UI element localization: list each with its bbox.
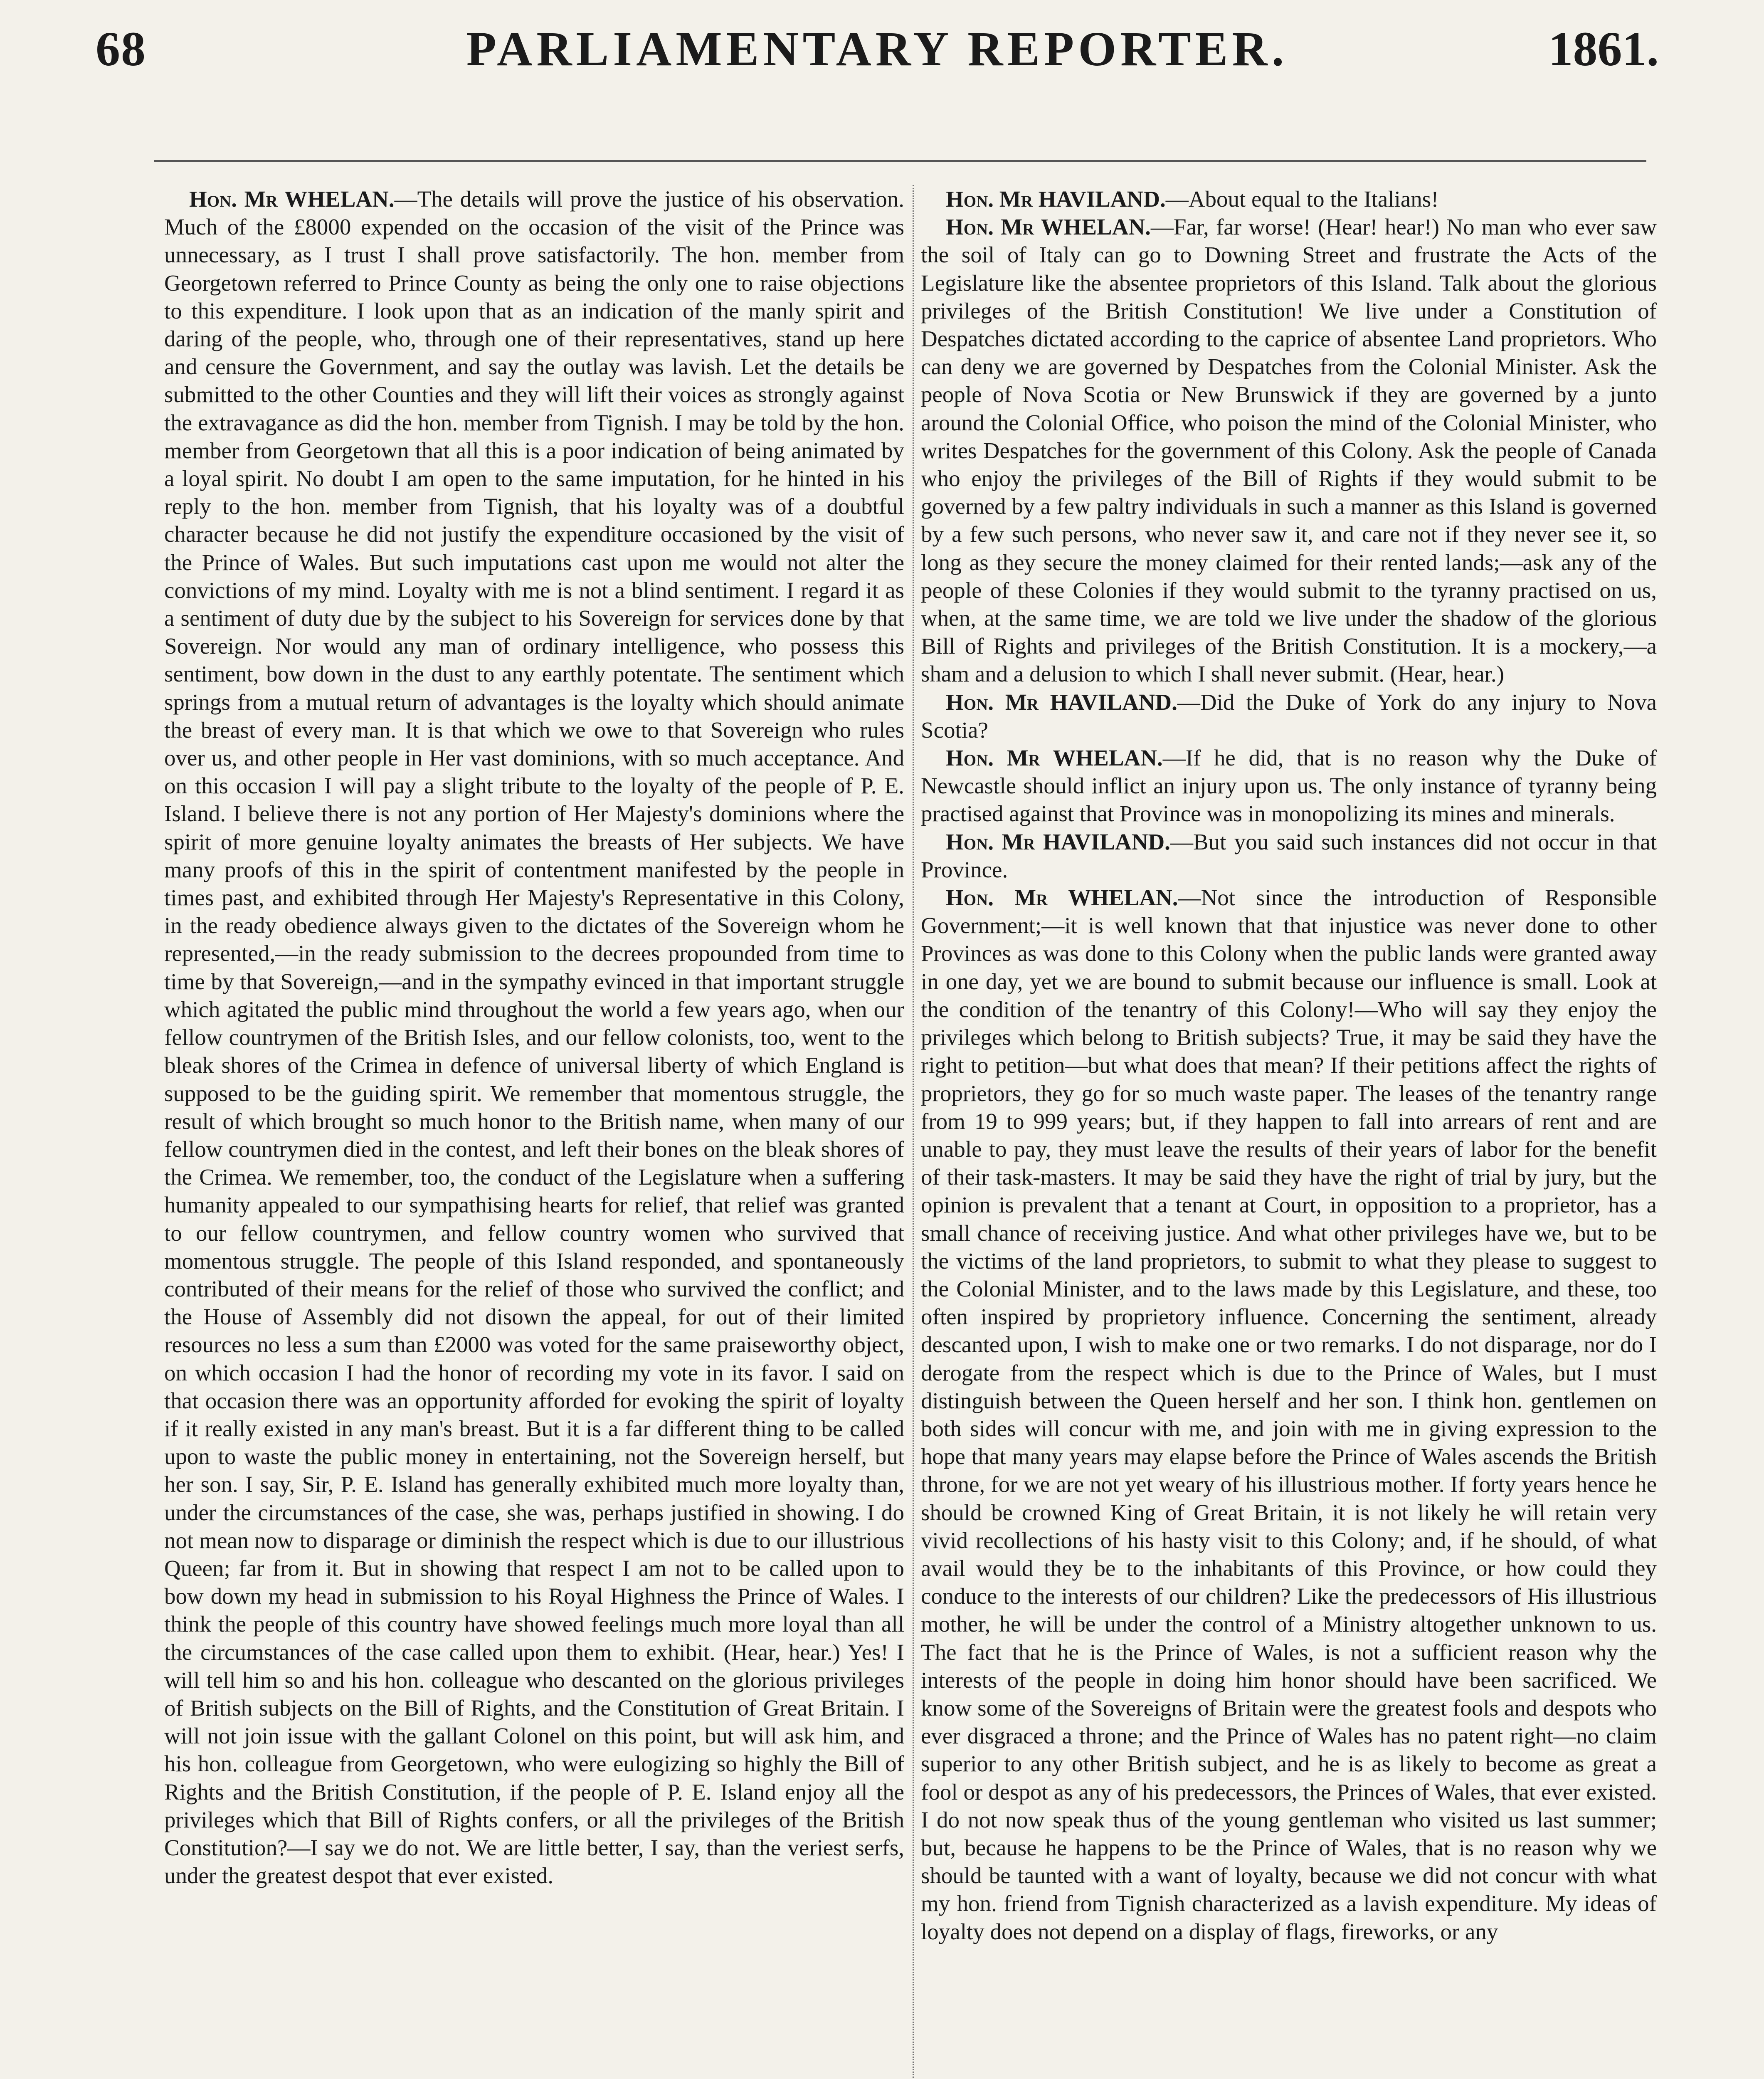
page-header <box>96 17 1659 112</box>
speech-text: —But you said such instances did not occur in that Province. <box>921 829 1657 882</box>
speech-paragraph <box>164 185 904 1889</box>
speech-text: —The details will prove the justice of his observation. Much of the £8000 expended on the occasion of the visit of the Prince was unnecessary, as I trust I shall prove satisfactorily. The hon. member from Georgetown referred to Prince County as being the only one to raise objections to this expenditure. I look upon that as an indication of the manly spirit and daring of the people, who, through one of their representatives, stand up here and censure the Government, and say the outlay was lavish. Let the details be submitted to the other Counties and they will lift their voices as strongly against the extravagance as did the hon. member from Tignish. I may be told by the hon. member from Georgetown that all this is a poor indication of being animated by a loyal spirit. No doubt I am open to the same imputation, for he hinted in his reply to the hon. member from Tignish, that his loyalty was of a doubtful character because he did not justify the expenditure occasioned by the visit of the Prince of Wales. But such imputations cast upon me would not alter the convictions of my mind. Loyalty with me is not a blind sentiment. I regard it as a sentiment of duty due by the subject to his Sovereign for services done by that Sovereign. Nor would any man of ordinary intelligence, who possess this sentiment, bow down in the dust to any earthly potentate. The sentiment which springs from a mutual return of advantages is the loyalty which should animate the breast of every man. It is that which we owe to that Sovereign who rules over us, and other people in Her vast dominions, with so much acceptance. And on this occasion I will pay a slight tribute to the loyalty of the people of P. E. Island. I believe there is not any portion of Her Majesty's dominions where the spirit of more genuine loyalty animates the breasts of Her subjects. We have many proofs of this in the spirit of contentment manifested by the people in times past, and exhibited through Her Majesty's Representative in this Colony, in the ready obedience always given to the dictates of the Sovereign whom he represented,—in the ready submission to the decrees propounded from time to time by that Sovereign,—and in the sympathy evinced in that important struggle which agitated the public mind throughout the world a few years ago, when our fellow countrymen of the British Isles, and our fellow colonists, too, went to the bleak shores of the Crimea in defence of universal liberty of which England is supposed to be the guiding spirit. We remember that momentous struggle, the result of which brought so much honor to the British name, when many of our fellow countrymen died in the contest, and left their bones on the bleak shores of the Crimea. We remember, too, the conduct of the Legislature when a suffering humanity appealed to our sympathising hearts for relief, that relief was granted to our fellow countrymen, and fellow country women who survived that momentous struggle. The people of this Island responded, and spontaneously contributed of their means for the relief of those who survived the conflict; and the House of Assembly did not disown the appeal, for out of their limited resources no less a sum than £2000 was voted for the same praiseworthy object, on which occasion I had the honor of recording my vote in its favor. I said on that occasion there was an opportunity afforded for evoking the spirit of loyalty if it really existed in any man's breast. But it is a far different thing to be called upon to waste the public money in entertaining, not the Sovereign herself, but her son. I say, Sir, P. E. Island has generally exhibited much more loyalty than, under the circumstances of the case, she was, perhaps justified in showing. I do not mean now to disparage or diminish the respect which is due to our illustrious Queen; far from it. But in showing that respect I am not to be called upon to bow down my head in submission to his Royal Highness the Prince of Wales. I think the people of this country have showed feelings much more loyal than all the circumstances of the case called upon them to exhibit. (Hear, hear.) Yes! I will tell him so and his hon. colleague who descanted on the glorious privileges of British subjects on the Bill of Rights, and the Constitution of Great Britain. I will not join issue with the gallant Colonel on this point, but will ask him, and his hon. colleague from Georgetown, who were eulogizing so highly the Bill of Rights and the British Constitution, if the people of P. E. Island enjoy all the privileges which that Bill of Rights confers, or all the privileges of the British Constitution?—I say we do not. We are little better, I say, than the veriest serfs, under the greatest despot that ever existed. <box>164 186 904 1889</box>
speech-paragraph <box>921 213 1657 688</box>
speaker-name: Hon. Mr HAVILAND. <box>946 689 1177 715</box>
running-title: PARLIAMENTARY REPORTER. <box>466 22 1288 76</box>
right-column <box>921 185 1657 2079</box>
page-number: 68 <box>96 22 146 76</box>
speaker-name: Hon. Mr WHELAN. <box>946 745 1163 771</box>
speech-paragraph <box>921 185 1657 213</box>
speech-text: —Not since the introduction of Responsible Government;—it is well known that that injustice was never done to other Provinces as was done to this Colony when the public lands were granted away in one day, yet we are bound to submit because our influence is small. Look at the condition of the tenantry of this Colony!—Who will say they enjoy the privileges which belong to British subjects? True, it may be said they have the right to petition—but what does that mean? If their petitions affect the rights of proprietors, they go for so much waste paper. The leases of the tenantry range from 19 to 999 years; but, if they happen to fall into arrears of rent and are unable to pay, they must leave the results of their years of labor for the benefit of their task-masters. It may be said they have the right of trial by jury, but the opinion is prevalent that a tenant at Court, in opposition to a proprietor, has a small chance of receiving justice. And what other privileges have we, but to be the victims of the land proprietors, to submit to what they please to suggest to the Colonial Minister, and to the laws made by this Legislature, and these, too often inspired by proprietory influence. Concerning the sentiment, already descanted upon, I wish to make one or two remarks. I do not disparage, nor do I derogate from the respect which is due to the Prince of Wales, but I must distinguish between the Queen herself and her son. I think hon. gentlemen on both sides will concur with me, and join with me in giving expression to the hope that many years may elapse before the Prince of Wales ascends the British throne, for we are not yet weary of his illustrious mother. If forty years hence he should be crowned King of Great Britain, it is not likely he will retain very vivid recollections of his hasty visit to this Colony; and, if he should, of what avail would they be to the inhabitants of this Province, or how could they conduce to the interests of our children? Like the predecessors of His illustrious mother, he will be under the control of a Ministry altogether unknown to us. The fact that he is the Prince of Wales, is not a sufficient reason why the interests of the people in doing him honor should have been sacrificed. We know some of the Sovereigns of Britain were the greatest fools and despots who ever disgraced a throne; and the Prince of Wales has no patent right—no claim superior to any other British subject, and he is as likely to become as great a fool or despot as any of his predecessors, the Princes of Wales, that ever existed. I do not now speak thus of the young gentleman who visited us last summer; but, because he happens to be the Prince of Wales, that is no reason why we should be taunted with a want of loyalty, because we did not concur with what my hon. friend from Tignish characterized as a lavish expenditure. My ideas of loyalty does not depend on a display of flags, fireworks, or any <box>921 885 1657 1944</box>
speech-paragraph <box>921 884 1657 1946</box>
speech-paragraph <box>921 688 1657 744</box>
year: 1861. <box>1548 22 1659 76</box>
speaker-name: Hon. Mr WHELAN. <box>946 885 1178 911</box>
column-divider <box>913 185 914 2079</box>
speech-text: —About equal to the Italians! <box>1165 186 1439 212</box>
speech-paragraph <box>921 744 1657 828</box>
speech-text: —Far, far worse! (Hear! hear!) No man who ever saw the soil of Italy can go to Downing Street and frustrate the Acts of the Legislature like the absentee proprietors of this Island. Talk about the glorious privileges of the British Constitution! We live under a Constitution of Despatches dictated according to the caprice of absentee Land proprietors. Who can deny we are governed by Despatches from the Colonial Minister. Ask the people of Nova Scotia or New Brunswick if they are governed by a junto around the Colonial Office, who poison the mind of the Colonial Minister, who writes Despatches for the government of this Colony. Ask the people of Canada who enjoy the privileges of the Bill of Rights if they would submit to be governed by a few paltry individuals in such a manner as this Island is governed by a few such persons, who never saw it, and care not if they never see it, so long as they secure the money claimed for their rented lands;—ask any of the people of these Colonies if they would submit to the tyranny practised on us, when, at the same time, we are told we live under the shadow of the glorious Bill of Rights and privileges of the British Constitution. It is a mockery,—a sham and a delusion to which I shall never submit. (Hear, hear.) <box>921 214 1657 687</box>
speaker-name: Hon. Mr HAVILAND. <box>946 829 1170 854</box>
header-rule <box>154 160 1646 162</box>
speech-text: —If he did, that is no reason why the Duke of Newcastle should inflict an injury upon us. The only instance of tyranny being practised against that Province was in monopolizing its mines and minerals. <box>921 745 1657 827</box>
speaker-name: Hon. Mr HAVILAND. <box>946 186 1166 212</box>
left-column <box>164 185 904 2079</box>
speech-paragraph <box>921 828 1657 884</box>
speech-text: —Did the Duke of York do any injury to Nova Scotia? <box>921 689 1657 743</box>
speaker-name: Hon. Mr WHELAN. <box>189 186 395 212</box>
speaker-name: Hon. Mr WHELAN. <box>946 214 1151 240</box>
